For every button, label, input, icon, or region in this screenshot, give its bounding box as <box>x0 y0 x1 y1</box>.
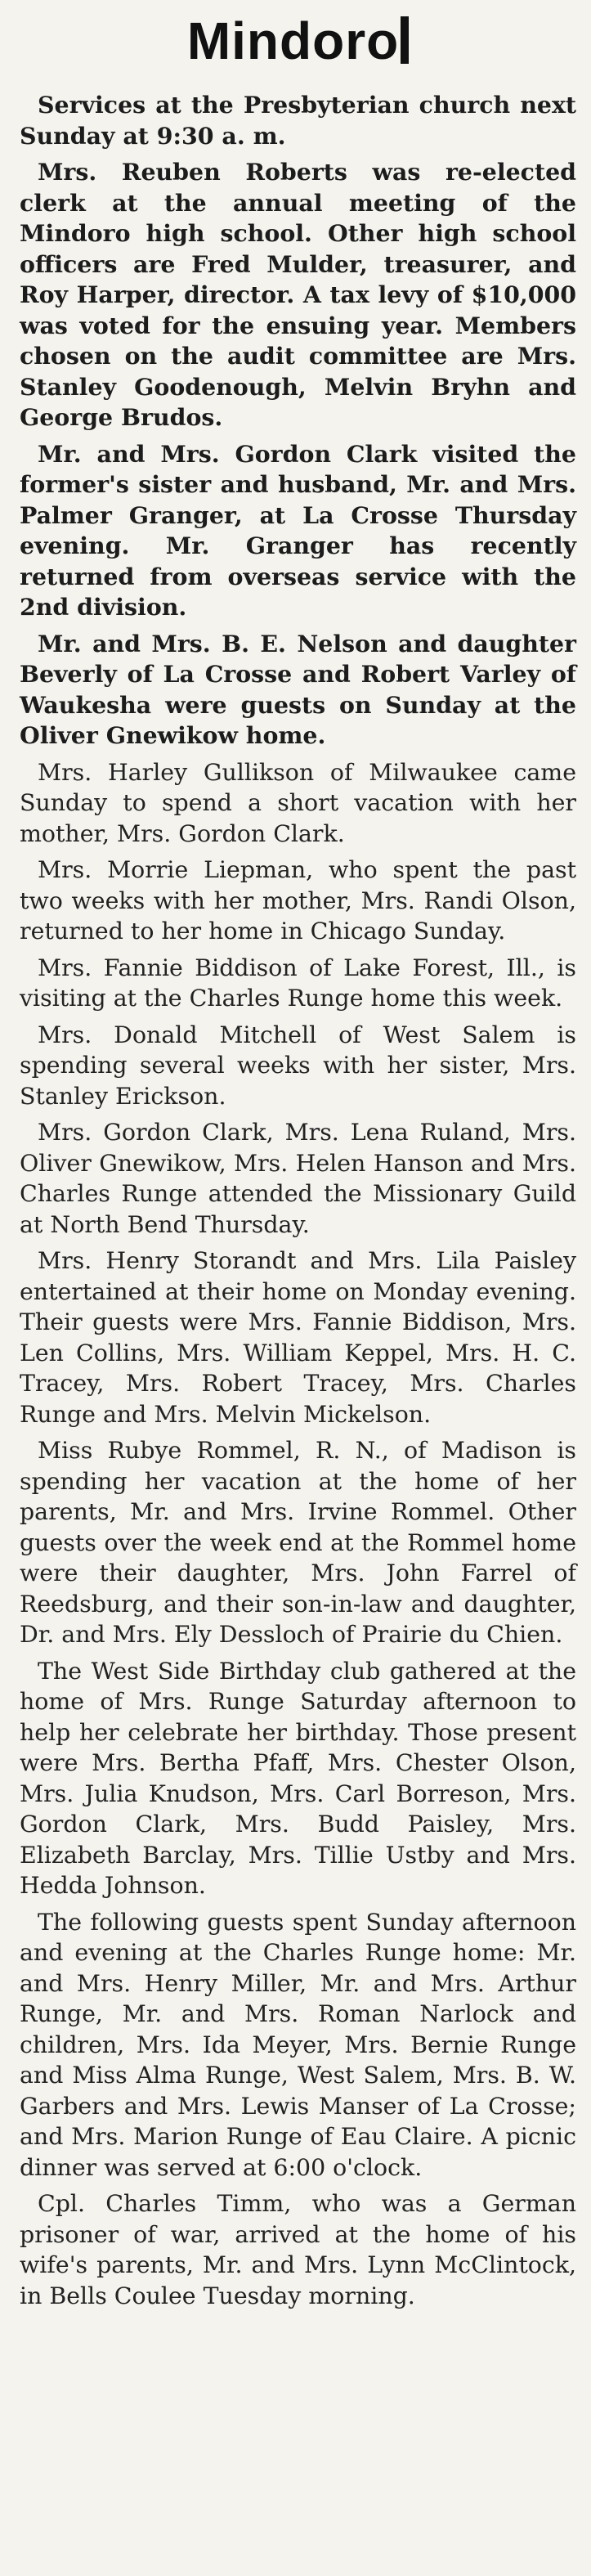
news-item-storandt-paisley: Mrs. Henry Storandt and Mrs. Lila Paisley entertained at their home on Monday evening. Their guests were Mrs. Fannie Biddison, Mrs. Len Collins, Mrs. William Keppel, Mrs. H. C. Tracey, Mrs. Robert Tracey, Mrs. Charles Runge and Mrs. Melvin Mickelson. <box>20 1247 576 1428</box>
news-item-gullikson: Mrs. Harley Gullikson of Milwaukee came Sunday to spend a short vacation with her mother, Mrs. Gordon Clark. <box>20 758 576 847</box>
print-mark <box>401 16 409 64</box>
headline-text: Mindoro <box>186 11 400 70</box>
news-item-services: Services at the Presbyterian church next Sunday at 9:30 a. m. <box>20 91 576 150</box>
news-item-timm: Cpl. Charles Timm, who was a German prisoner of war, arrived at the home of his wife's parents, Mr. and Mrs. Lynn McClintock, in Bells Coulee Tuesday morning. <box>20 2190 576 2309</box>
news-item-rommel: Miss Rubye Rommel, R. N., of Madison is spending her vacation at the home of her parents, Mr. and Mrs. Irvine Rommel. Other guests over the week end at the Rommel home were their daughter, Mrs. John Farrel of Reedsburg, and their son-in-law and daughter, Dr. and Mrs. Ely Dessloch of Prairie du Chien. <box>20 1437 576 1648</box>
news-item-nelson-guests: Mr. and Mrs. B. E. Nelson and daughter Beverly of La Crosse and Robert Varley of Waukesha were guests on Sunday at the Oliver Gnewikow home. <box>20 629 576 749</box>
news-item-school-meeting: Mrs. Reuben Roberts was re-elected clerk at the annual meeting of the Mindoro high school. Other high school officers are Fred Mulder, treasurer, and Roy Harper, director. A tax levy of $10,000 was voted for the ensuing year. Members chosen on the audit committee are Mrs. Stanley Goodenough, Melvin Bryhn and George Brudos. <box>20 158 576 431</box>
news-item-missionary-guild: Mrs. Gordon Clark, Mrs. Lena Ruland, Mrs. Oliver Gnewikow, Mrs. Helen Hanson and Mrs. Charles Runge attended the Missionary Guild at North Bend Thursday. <box>20 1119 576 1238</box>
news-item-birthday-club: The West Side Birthday club gathered at the home of Mrs. Runge Saturday afternoon to help her celebrate her birthday. Those present were Mrs. Bertha Pfaff, Mrs. Chester Olson, Mrs. Julia Knudson, Mrs. Carl Borreson, Mrs. Gordon Clark, Mrs. Budd Paisley, Mrs. Elizabeth Barclay, Mrs. Tillie Ustby and Mrs. Hedda Johnson. <box>20 1657 576 1899</box>
column-headline <box>20 8 576 74</box>
news-item-biddison: Mrs. Fannie Biddison of Lake Forest, Ill., is visiting at the Charles Runge home this week. <box>20 954 576 1012</box>
news-item-mitchell: Mrs. Donald Mitchell of West Salem is spending several weeks with her sister, Mrs. Stanley Erickson. <box>20 1021 576 1110</box>
news-item-clark-visit: Mr. and Mrs. Gordon Clark visited the former's sister and husband, Mr. and Mrs. Palmer Granger, at La Crosse Thursday evening. Mr. Granger has recently returned from overseas service with the 2nd division. <box>20 439 576 621</box>
news-item-liepman: Mrs. Morrie Liepman, who spent the past two weeks with her mother, Mrs. Randi Olson, returned to her home in Chicago Sunday. <box>20 856 576 945</box>
news-item-runge-guests: The following guests spent Sunday afternoon and evening at the Charles Runge home: Mr. and Mrs. Henry Miller, Mr. and Mrs. Arthur Runge, Mr. and Mrs. Roman Narlock and children, Mrs. Ida Meyer, Mrs. Bernie Runge and Miss Alma Runge, West Salem, Mrs. B. W. Garbers and Mrs. Lewis Manser of La Crosse; and Mrs. Marion Runge of Eau Claire. A picnic dinner was served at 6:00 o'clock. <box>20 1908 576 2181</box>
